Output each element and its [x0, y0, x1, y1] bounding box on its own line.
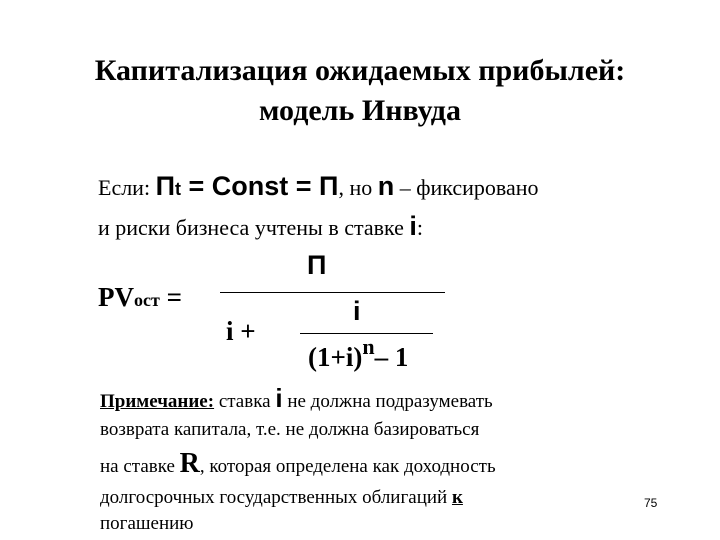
- inner-denom-exponent: n: [362, 334, 375, 359]
- condition-line-2: [98, 210, 423, 244]
- note-text-1b: не должна подразумевать: [282, 391, 493, 412]
- note-text-3a: на ставке: [100, 456, 180, 477]
- note-text-4a: долгосрочных государственных облигаций: [100, 487, 452, 508]
- note-text-1a: ставка: [214, 391, 276, 412]
- condition-line-1: [98, 170, 539, 205]
- inner-denom-tail: – 1: [374, 342, 409, 372]
- note-line-1: [100, 385, 493, 415]
- note-line-4: [100, 485, 463, 511]
- inner-denom-base: (1+i): [308, 342, 363, 372]
- main-fraction-line: [220, 292, 445, 293]
- inner-denominator: [308, 334, 409, 378]
- fixed-text: – фиксировано: [394, 175, 539, 200]
- note-line-2: возврата капитала, т.е. не должна базироваться: [100, 419, 480, 440]
- but-label: , но: [338, 175, 378, 200]
- note-rate-symbol: i: [275, 383, 283, 413]
- note-line-3: [100, 448, 496, 480]
- page-number: 75: [644, 496, 658, 510]
- note-k-word: к: [451, 487, 463, 508]
- pv-subscript: ост: [134, 290, 160, 310]
- pv-equals: =: [159, 282, 182, 312]
- slide-title-line-1: Капитализация ожидаемых прибылей:: [94, 54, 626, 87]
- slide-title-line-2: модель Инвуда: [259, 94, 461, 127]
- pv-symbol: PV: [98, 282, 134, 312]
- inner-numerator: i: [353, 296, 361, 326]
- profit-symbol: П: [155, 171, 175, 201]
- const-equation: = Const = П: [180, 171, 339, 201]
- colon: :: [416, 215, 424, 240]
- note-text-3b: , которая определена как доходность: [199, 456, 496, 477]
- pv-label: [98, 280, 182, 317]
- formula-numerator: П: [307, 250, 327, 280]
- risk-text: и риски бизнеса учтены в ставке: [98, 215, 410, 240]
- if-label: Если:: [98, 175, 156, 200]
- profit-subscript: t: [174, 179, 181, 199]
- note-line-5: погашению: [100, 513, 194, 534]
- note-r-symbol: R: [179, 448, 200, 479]
- note-label: Примечание:: [100, 391, 215, 412]
- denominator-i-plus: i +: [226, 316, 256, 346]
- rate-symbol: i: [409, 211, 417, 241]
- n-symbol: n: [377, 171, 395, 201]
